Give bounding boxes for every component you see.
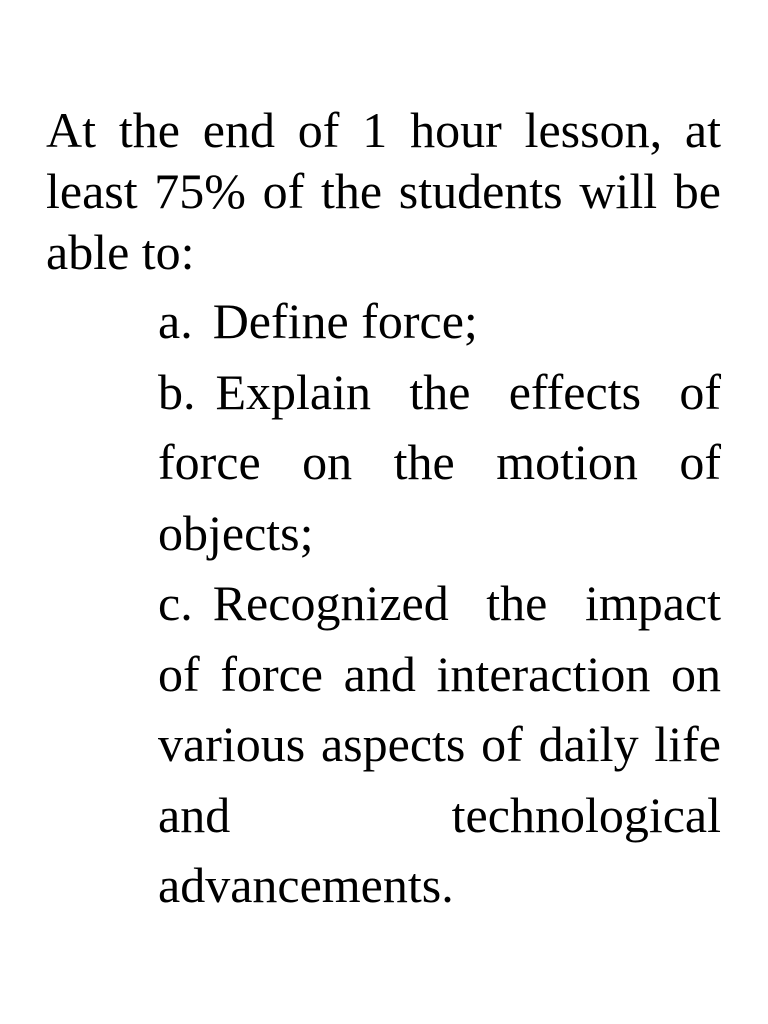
objective-marker: b.: [158, 363, 196, 420]
objective-marker: a.: [158, 293, 193, 349]
objective-text: Recognized the impact of force and interaction on various aspects of daily life and technological advancements.: [158, 575, 721, 913]
objective-marker: c.: [158, 575, 193, 631]
objective-text: Define force;: [212, 293, 478, 349]
objective-item-c: [158, 568, 721, 921]
objective-item-b: [158, 357, 721, 569]
objectives-list: [158, 286, 721, 921]
objective-text: Explain the effects of force on the motion of objects;: [158, 363, 721, 561]
objectives-intro: At the end of 1 hour lesson, at least 75% of the students will be able to:: [46, 102, 721, 280]
objective-item-a: [158, 286, 721, 357]
